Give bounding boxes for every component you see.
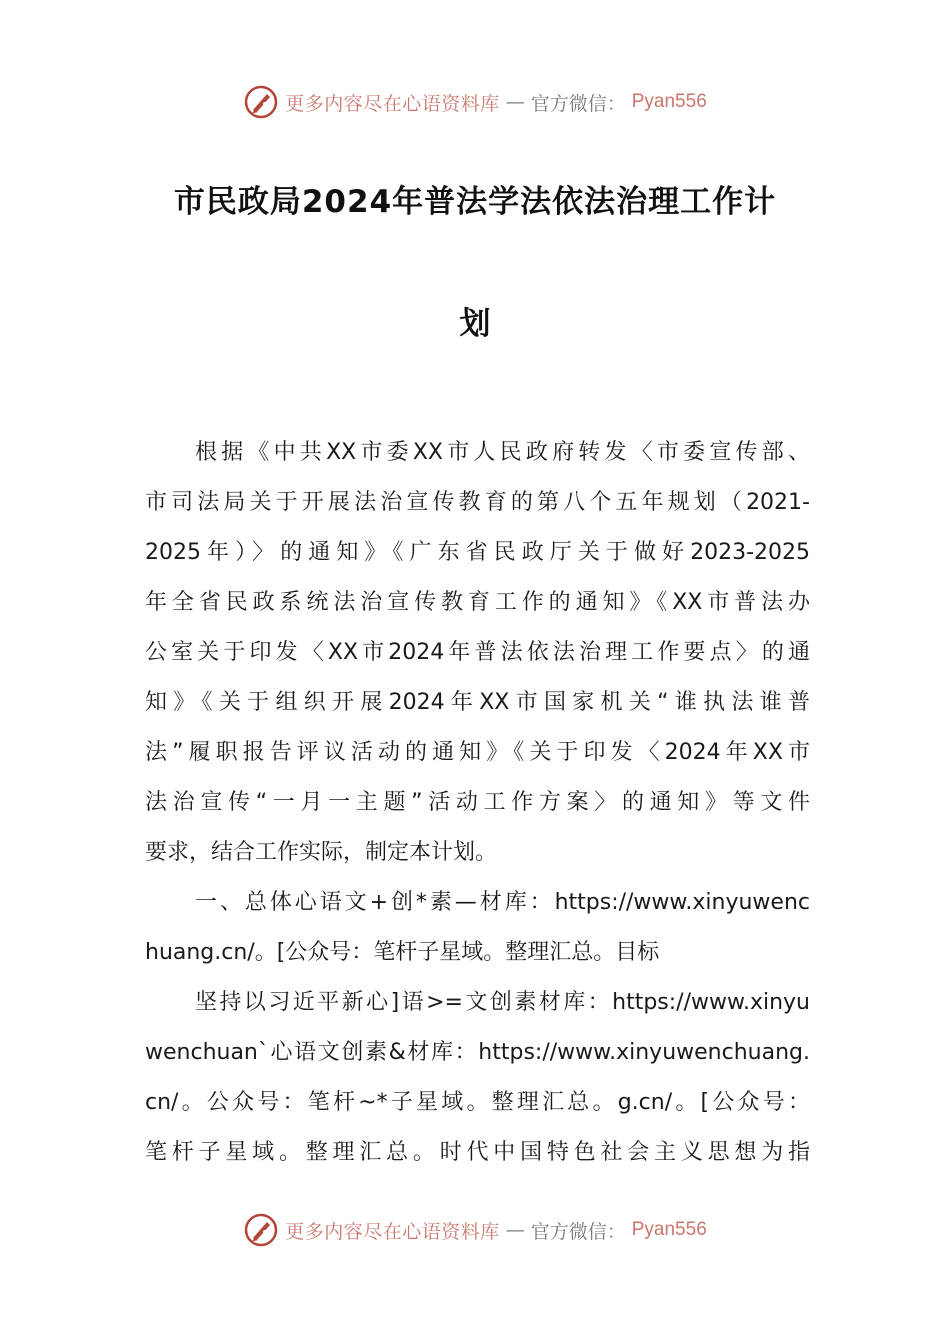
body-line: cn/。公众号：笔杆~*子星域。整理汇总。g.cn/。[公众号： [145, 1090, 810, 1115]
footer-watermark [0, 1210, 950, 1250]
body-line: wenchuan`心语文创素&材库：https://www.xinyuwenchuang. [145, 1040, 810, 1065]
header-watermark [0, 82, 950, 122]
document-title-line-2: 划 [459, 306, 491, 342]
watermark-text: 更多内容尽在心语资料库 [285, 1220, 500, 1243]
body-line: 坚持以习近平新心]语>=文创素材库：https://www.xinyu [195, 990, 810, 1015]
body-line: 笔杆子星域。整理汇总。时代中国特色社会主义思想为指 [145, 1140, 810, 1165]
watermark-text: 更多内容尽在心语资料库 [285, 92, 500, 115]
body-line: 市司法局关于开展法治宣传教育的第八个五年规划（2021- [145, 490, 810, 515]
watermark-separator: — [505, 1219, 525, 1241]
body-line: 年全省民政系统法治宣传教育工作的通知》《XX市普法办 [145, 590, 810, 615]
watermark-separator: — [505, 91, 525, 113]
body-line: 根据《中共XX市委XX市人民政府转发〈市委宣传部、 [195, 440, 810, 465]
document-body [145, 428, 810, 1178]
watermark-wechat-label: 官方微信： [530, 1220, 626, 1243]
body-line: 2025年）〉的通知》《广东省民政厅关于做好2023-2025 [145, 540, 810, 565]
watermark-wechat-id: Pyan556 [631, 91, 707, 112]
section-heading-line: 一、总体心语文+创*素—材库：https://www.xinyuwenc [195, 890, 810, 915]
body-line: 公室关于印发〈XX市2024年普法依法治理工作要点〉的通 [145, 640, 810, 665]
document-title-line-1: 市民政局2024年普法学法依法治理工作计 [173, 184, 777, 220]
body-line: 知》《关于组织开展2024年XX市国家机关“谁执法谁普 [145, 690, 810, 715]
body-line: 法”履职报告评议活动的通知》《关于印发〈2024年XX市 [145, 740, 810, 765]
watermark-wechat-label: 官方微信： [530, 92, 626, 115]
body-line: huang.cn/。[公众号：笔杆子星域。整理汇总。目标 [145, 940, 660, 965]
pen-logo-icon [243, 84, 279, 120]
body-line: 法治宣传“一月一主题”活动工作方案〉的通知》等文件 [145, 790, 810, 815]
pen-logo-icon [243, 1212, 279, 1248]
body-line: 要求，结合工作实际，制定本计划。 [145, 840, 498, 865]
watermark-wechat-id: Pyan556 [631, 1219, 707, 1240]
